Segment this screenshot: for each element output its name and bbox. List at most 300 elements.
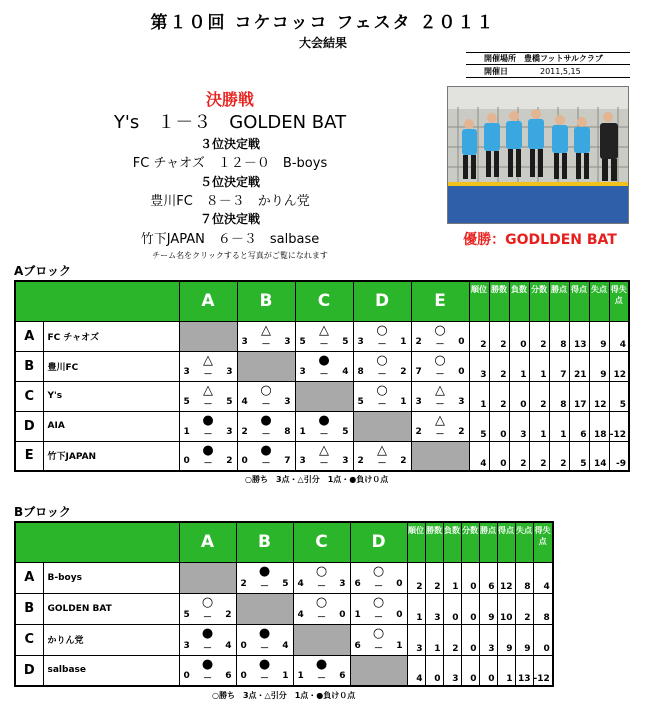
- score-dash: －: [261, 399, 271, 410]
- block-a-stat-header: 勝点: [549, 281, 569, 321]
- result-symbol: △: [377, 442, 387, 458]
- block-a-column-a: A: [179, 281, 237, 321]
- match-score: [351, 641, 407, 654]
- result-symbol: ●: [315, 656, 328, 672]
- score-left: 5: [299, 336, 306, 347]
- score-left: 0: [240, 671, 247, 681]
- block-a-team-name[interactable]: FC チャオズ: [43, 321, 179, 351]
- result-symbol: △: [203, 352, 213, 368]
- score-right: 2: [458, 426, 465, 437]
- block-b-stat-header: 勝点: [479, 522, 497, 562]
- page-subtitle: 大会結果: [298, 36, 347, 50]
- block-a-stat-value: 2: [489, 321, 509, 351]
- score-dash: －: [435, 369, 445, 380]
- score-right: 5: [226, 396, 233, 407]
- score-dash: －: [319, 429, 329, 440]
- seventh-place-label: ７位決定戦: [199, 212, 260, 226]
- score-left: 0: [241, 456, 248, 466]
- block-a-label: Aブロック: [14, 264, 72, 278]
- block-a-stat-value: 0: [489, 411, 509, 441]
- score-left: 2: [241, 426, 248, 437]
- block-a-match-cell: [237, 441, 295, 471]
- block-a-stat-value: 1: [529, 351, 549, 381]
- result-symbol: ●: [260, 442, 272, 458]
- match-score: [180, 671, 236, 684]
- block-a-match-cell: [295, 441, 353, 471]
- block-b-stat-value: 9: [497, 624, 515, 655]
- score-right: 4: [225, 640, 232, 651]
- block-b-stat-header: 失点: [515, 522, 533, 562]
- block-a-self-cell: [411, 441, 469, 471]
- block-a-stat-value: 3: [509, 411, 529, 441]
- result-symbol: ○: [315, 563, 328, 579]
- block-b-match-cell: [179, 593, 236, 624]
- block-b-stat-value: 10: [497, 593, 515, 624]
- score-dash: －: [203, 399, 213, 410]
- block-b-stat-value: 0: [443, 593, 461, 624]
- block-a-stat-value: 3: [469, 351, 489, 381]
- score-left: 3: [299, 366, 306, 377]
- result-symbol: ○: [372, 625, 385, 641]
- block-b-column-d: D: [350, 522, 407, 562]
- block-a-team-name[interactable]: Y's: [43, 381, 179, 411]
- block-a-stat-value: 13: [569, 321, 589, 351]
- score-left: 3: [357, 336, 364, 347]
- score-right: 3: [226, 366, 233, 377]
- match-score: [237, 641, 293, 654]
- score-right: 3: [284, 336, 291, 347]
- score-dash: －: [202, 643, 212, 654]
- score-left: 0: [183, 456, 190, 466]
- match-score: [294, 671, 350, 684]
- block-b-stat-value: 12: [497, 562, 515, 593]
- match-score: [296, 427, 353, 440]
- block-a-stat-header: 得失点: [609, 281, 629, 321]
- block-a-stat-value: 1: [529, 411, 549, 441]
- block-a-stat-value: 2: [509, 441, 529, 471]
- block-b-stat-header: 順位: [407, 522, 425, 562]
- block-a-match-cell: [237, 321, 295, 351]
- score-left: 4: [297, 609, 304, 620]
- score-dash: －: [319, 459, 329, 469]
- match-score: [238, 337, 295, 350]
- score-dash: －: [319, 369, 329, 380]
- score-left: 1: [354, 609, 361, 620]
- block-a-stat-value: 12: [589, 381, 609, 411]
- score-dash: －: [377, 399, 387, 410]
- result-symbol: ○: [372, 563, 385, 579]
- block-b-corner: [15, 522, 179, 562]
- match-score: [294, 579, 350, 592]
- seventh-place-score[interactable]: 竹下JAPAN ６－３ salbase: [140, 232, 320, 247]
- match-score: [237, 671, 293, 684]
- block-b-stat-value: 1: [497, 655, 515, 686]
- block-a-team-name[interactable]: 竹下JAPAN: [43, 441, 179, 471]
- block-a-stat-value: 4: [609, 321, 629, 351]
- block-a-match-cell: [353, 381, 411, 411]
- block-a-stat-value: 4: [469, 441, 489, 471]
- block-b-team-name[interactable]: かりん党: [43, 624, 179, 655]
- block-a-stat-value: 14: [589, 441, 609, 471]
- result-symbol: △: [319, 442, 329, 458]
- match-score: [296, 367, 353, 380]
- venue-date-label: 開催日: [484, 66, 508, 76]
- block-a-stat-value: 0: [489, 441, 509, 471]
- third-place-label: ３位決定戦: [199, 137, 260, 151]
- venue-date-value: 2011,5,15: [540, 66, 581, 76]
- match-score: [180, 397, 237, 410]
- block-a-column-e: E: [411, 281, 469, 321]
- block-a-row-key: A: [15, 321, 43, 351]
- match-score: [180, 427, 237, 440]
- block-a-stat-header: 順位: [469, 281, 489, 321]
- block-a-column-d: D: [353, 281, 411, 321]
- result-symbol: △: [435, 382, 445, 398]
- result-symbol: ○: [434, 322, 446, 338]
- score-dash: －: [435, 339, 445, 350]
- block-b-header-row: [15, 522, 553, 562]
- venue-place-value: 豊橋フットサルクラブ: [524, 54, 603, 63]
- block-b-column-c: C: [293, 522, 350, 562]
- block-b-stat-value: 1: [407, 593, 425, 624]
- block-a-stat-value: 0: [509, 321, 529, 351]
- block-b-stat-value: 9: [479, 593, 497, 624]
- block-a-row-key: C: [15, 381, 43, 411]
- block-a-stat-value: 8: [549, 381, 569, 411]
- block-a-stat-header: 分数: [529, 281, 549, 321]
- block-a-stat-value: 2: [549, 441, 569, 471]
- block-a-stat-value: 2: [529, 321, 549, 351]
- block-a-stat-value: 8: [549, 321, 569, 351]
- block-a-match-cell: [295, 321, 353, 351]
- result-symbol: ○: [201, 594, 214, 610]
- score-left: 2: [415, 336, 422, 347]
- block-b-stat-value: 3: [443, 655, 461, 686]
- block-a-team-name[interactable]: AIA: [43, 411, 179, 441]
- result-symbol: ○: [376, 322, 388, 338]
- result-symbol: ○: [315, 594, 328, 610]
- block-b-stat-value: 0: [533, 624, 553, 655]
- match-score: [180, 641, 236, 654]
- block-b-stat-value: -12: [533, 655, 553, 686]
- block-a-stat-value: 2: [529, 381, 549, 411]
- score-right: 6: [225, 671, 232, 681]
- page-title: 第１０回 コケコッコ フェスタ ２０１１: [150, 13, 496, 33]
- score-dash: －: [316, 581, 326, 592]
- block-b-stat-value: 8: [515, 562, 533, 593]
- final-label: 決勝戦: [205, 90, 254, 109]
- score-right: 0: [396, 609, 403, 620]
- score-right: 7: [284, 456, 291, 466]
- score-dash: －: [319, 339, 329, 350]
- result-symbol: △: [203, 382, 213, 398]
- score-left: 1: [299, 426, 306, 437]
- result-symbol: ●: [318, 412, 330, 428]
- score-left: 5: [357, 396, 364, 407]
- block-a-stat-value: 21: [569, 351, 589, 381]
- score-dash: －: [373, 581, 383, 592]
- block-b-match-cell: [350, 593, 407, 624]
- score-dash: －: [259, 643, 269, 654]
- block-a-match-cell: [237, 411, 295, 441]
- block-a-match-cell: [295, 351, 353, 381]
- score-dash: －: [259, 674, 269, 684]
- block-a-row-d: [15, 411, 629, 441]
- block-a-stat-value: 9: [589, 321, 609, 351]
- score-left: 5: [183, 396, 190, 407]
- score-left: 3: [415, 396, 422, 407]
- result-symbol: ●: [318, 352, 330, 368]
- block-a-table: [14, 280, 630, 472]
- block-b-stat-header: 勝数: [425, 522, 443, 562]
- block-a-stat-value: 2: [489, 351, 509, 381]
- block-a-stat-value: 12: [609, 351, 629, 381]
- result-symbol: ●: [201, 625, 214, 641]
- match-score: [412, 367, 469, 380]
- score-right: 4: [282, 640, 289, 651]
- block-b-self-cell: [293, 624, 350, 655]
- block-b-stat-value: 3: [425, 593, 443, 624]
- result-symbol: ●: [202, 442, 214, 458]
- block-a-stat-value: 1: [549, 411, 569, 441]
- score-left: 4: [241, 396, 248, 407]
- score-right: 8: [284, 426, 291, 437]
- block-a-stat-value: -9: [609, 441, 629, 471]
- result-symbol: ○: [376, 382, 388, 398]
- score-left: 5: [183, 609, 190, 620]
- match-score: [294, 610, 350, 623]
- block-b-stat-header: 負数: [443, 522, 461, 562]
- block-b-self-cell: [179, 562, 236, 593]
- block-a-row-b: [15, 351, 629, 381]
- result-symbol: ○: [372, 594, 385, 610]
- block-b-team-name[interactable]: B-boys: [43, 562, 179, 593]
- score-left: 6: [354, 578, 361, 589]
- block-b-stat-value: 2: [407, 562, 425, 593]
- match-score: [180, 610, 236, 623]
- block-a-match-cell: [353, 351, 411, 381]
- result-symbol: ○: [376, 352, 388, 368]
- score-right: 5: [342, 336, 349, 347]
- match-score: [412, 337, 469, 350]
- block-b-stat-value: 0: [461, 593, 479, 624]
- score-dash: －: [261, 429, 271, 440]
- block-b-match-cell: [350, 562, 407, 593]
- block-a-stat-value: 7: [549, 351, 569, 381]
- result-symbol: ●: [258, 625, 271, 641]
- fifth-place-score[interactable]: 豊川FC ８－３ かりん党: [150, 194, 310, 209]
- score-right: 3: [339, 578, 346, 589]
- score-right: 1: [282, 671, 289, 681]
- score-right: 1: [400, 396, 407, 407]
- block-b-match-cell: [293, 562, 350, 593]
- score-dash: －: [202, 612, 212, 623]
- score-dash: －: [316, 612, 326, 623]
- score-dash: －: [377, 459, 387, 469]
- block-b-stat-header: 得失点: [533, 522, 553, 562]
- venue-place-row: [466, 52, 630, 65]
- score-right: 3: [458, 396, 465, 407]
- score-right: 5: [342, 426, 349, 437]
- score-dash: －: [202, 674, 212, 684]
- block-b-match-cell: [236, 562, 293, 593]
- block-a-legend: ○勝ち 3点・△引分 1点・●負け０点: [245, 475, 389, 484]
- block-a-stat-value: 18: [589, 411, 609, 441]
- block-b-stat-value: 6: [479, 562, 497, 593]
- block-b-match-cell: [293, 655, 350, 686]
- block-b-stat-value: 2: [443, 624, 461, 655]
- block-b-stat-value: 2: [515, 593, 533, 624]
- block-a-stat-value: 5: [469, 411, 489, 441]
- block-b-match-cell: [179, 655, 236, 686]
- match-score: [354, 337, 411, 350]
- block-a-row-e: [15, 441, 629, 471]
- score-dash: －: [377, 339, 387, 350]
- result-symbol: ○: [260, 382, 272, 398]
- block-a-row-key: D: [15, 411, 43, 441]
- block-a-stat-header: 負数: [509, 281, 529, 321]
- block-a-stat-value: 1: [469, 381, 489, 411]
- block-b-stat-value: 8: [533, 593, 553, 624]
- score-dash: －: [373, 643, 383, 654]
- block-b-stat-value: 0: [461, 655, 479, 686]
- result-symbol: ●: [260, 412, 272, 428]
- block-a-stat-value: -12: [609, 411, 629, 441]
- block-a-match-cell: [411, 351, 469, 381]
- score-dash: －: [373, 612, 383, 623]
- score-right: 2: [400, 456, 407, 466]
- block-b-stat-value: 4: [407, 655, 425, 686]
- block-b-team-name[interactable]: GOLDEN BAT: [43, 593, 179, 624]
- result-symbol: ●: [258, 656, 271, 672]
- block-b-row-b: [15, 593, 553, 624]
- score-left: 0: [183, 671, 190, 681]
- score-right: 1: [400, 336, 407, 347]
- block-a-match-cell: [411, 381, 469, 411]
- block-b-row-key: B: [15, 593, 43, 624]
- score-right: 0: [396, 578, 403, 589]
- block-a-stat-header: 勝数: [489, 281, 509, 321]
- score-dash: －: [203, 369, 213, 380]
- score-left: 4: [297, 578, 304, 589]
- block-a-match-cell: [179, 441, 237, 471]
- score-left: 1: [297, 671, 304, 681]
- block-b-row-key: C: [15, 624, 43, 655]
- block-b-stat-value: 0: [461, 562, 479, 593]
- match-score: [180, 456, 237, 469]
- block-a-self-cell: [353, 411, 411, 441]
- block-a-row-key: B: [15, 351, 43, 381]
- block-a-match-cell: [179, 381, 237, 411]
- match-score: [354, 397, 411, 410]
- match-score: [351, 610, 407, 623]
- score-left: 2: [415, 426, 422, 437]
- block-a-self-cell: [295, 381, 353, 411]
- result-symbol: ○: [434, 352, 446, 368]
- block-b-self-cell: [236, 593, 293, 624]
- block-a-stat-value: 2: [469, 321, 489, 351]
- block-a-self-cell: [237, 351, 295, 381]
- block-b-match-cell: [293, 593, 350, 624]
- score-dash: －: [259, 581, 269, 592]
- venue-info: [466, 52, 630, 78]
- score-dash: －: [377, 369, 387, 380]
- match-score: [354, 456, 411, 469]
- block-a-stat-value: 1: [509, 351, 529, 381]
- block-a-match-cell: [353, 441, 411, 471]
- fifth-place-label: ５位決定戦: [199, 175, 260, 189]
- block-a-stat-value: 5: [569, 441, 589, 471]
- block-a-stat-value: 0: [509, 381, 529, 411]
- match-score: [412, 427, 469, 440]
- block-b-match-cell: [236, 624, 293, 655]
- block-b-column-b: B: [236, 522, 293, 562]
- match-score: [238, 397, 295, 410]
- photo-hint: チーム名をクリックすると写真がご覧になれます: [152, 251, 328, 260]
- score-right: 0: [458, 336, 465, 347]
- score-right: 3: [342, 456, 349, 466]
- score-left: 3: [183, 366, 190, 377]
- block-a-stat-header: 得点: [569, 281, 589, 321]
- block-a-match-cell: [179, 351, 237, 381]
- score-dash: －: [435, 429, 445, 440]
- block-b-stat-value: 3: [407, 624, 425, 655]
- block-a-column-c: C: [295, 281, 353, 321]
- result-symbol: ●: [202, 412, 214, 428]
- block-b-self-cell: [350, 655, 407, 686]
- result-symbol: ●: [258, 563, 271, 579]
- block-b-stat-value: 1: [425, 624, 443, 655]
- team-photo-image: [448, 87, 629, 224]
- score-dash: －: [261, 459, 271, 469]
- venue-place-label: 開催場所: [484, 54, 516, 63]
- block-a-stat-value: 2: [489, 381, 509, 411]
- score-right: 2: [225, 609, 232, 620]
- result-symbol: ●: [201, 656, 214, 672]
- score-left: 3: [299, 456, 306, 466]
- block-b-stat-value: 3: [479, 624, 497, 655]
- score-left: 2: [357, 456, 364, 466]
- score-right: 0: [458, 366, 465, 377]
- block-a-corner: [15, 281, 179, 321]
- block-a-stat-header: 失点: [589, 281, 609, 321]
- third-place-score[interactable]: FC チャオズ １２－０ B-boys: [132, 156, 328, 171]
- block-b-stat-value: 13: [515, 655, 533, 686]
- block-b-team-name[interactable]: salbase: [43, 655, 179, 686]
- result-symbol: △: [261, 322, 271, 338]
- match-score: [351, 579, 407, 592]
- score-left: 3: [241, 336, 248, 347]
- block-a-row-a: [15, 321, 629, 351]
- block-b-stat-value: 4: [533, 562, 553, 593]
- score-right: 2: [226, 456, 233, 466]
- block-b-match-cell: [236, 655, 293, 686]
- block-a-stat-value: 9: [589, 351, 609, 381]
- block-b-match-cell: [350, 624, 407, 655]
- score-right: 0: [339, 609, 346, 620]
- score-right: 1: [396, 640, 403, 651]
- score-right: 5: [282, 578, 289, 589]
- score-dash: －: [203, 429, 213, 440]
- block-a-team-name[interactable]: 豊川FC: [43, 351, 179, 381]
- block-b-row-d: [15, 655, 553, 686]
- score-left: 1: [183, 426, 190, 437]
- venue-date-row: [466, 65, 630, 78]
- match-score: [238, 456, 295, 469]
- score-left: 8: [357, 366, 364, 377]
- block-b-row-key: A: [15, 562, 43, 593]
- block-a-match-cell: [353, 321, 411, 351]
